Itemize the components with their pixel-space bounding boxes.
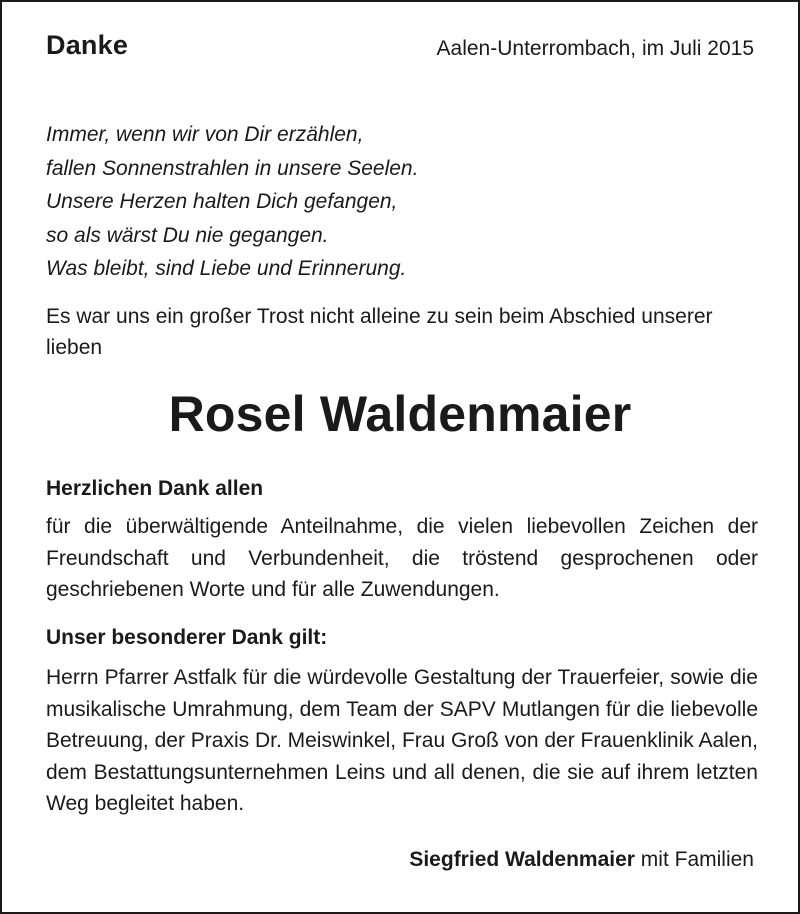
special-thanks-heading: Unser besonderer Dank gilt:: [46, 626, 328, 649]
poem-line: Unsere Herzen halten Dich gefangen,: [46, 190, 398, 214]
poem-line: Was bleibt, sind Liebe und Erinnerung.: [46, 257, 407, 281]
thanks-heading: Herzlichen Dank allen: [46, 477, 264, 500]
deceased-name: Rosel Waldenmaier: [168, 386, 632, 442]
header: [46, 30, 754, 66]
intro-text: Es war uns ein großer Trost nicht alleine zu sein beim Abschied unserer lieben: [46, 305, 713, 359]
thanks-text: für die überwältigende Anteilnahme, die vielen liebevollen Zeichen der Freundschaft und Verbundenheit, die tröstend gesprochenen oder geschriebenen Worte und für alle Zuwendungen.: [46, 515, 758, 601]
poem-line: Immer, wenn wir von Dir erzählen,: [46, 123, 364, 146]
signature-name: Siegfried Waldenmaier: [409, 848, 635, 871]
poem: [46, 118, 418, 286]
poem-line: fallen Sonnenstrahlen in unsere Seelen.: [46, 156, 419, 180]
place-date: Aalen-Unterrombach, im Juli 2015: [436, 37, 754, 60]
signature-suffix: mit Familien: [634, 848, 754, 871]
poem-line: so als wärst Du nie gegangen.: [46, 223, 329, 247]
special-thanks-text: Herrn Pfarrer Astfalk für die würdevolle Gestaltung der Trauerfeier, sowie die musikalische Umrahmung, dem Team der SAPV Mutlangen für die liebevolle Betreuung, der Praxis Dr. Meiswinkel, Frau Groß von der Frauenklinik Aalen, dem Bestattungsunternehmen Leins und all denen, die sie auf ihrem letzten Weg begleitet haben.: [46, 666, 758, 815]
page-title: Danke: [46, 30, 129, 60]
signature: [409, 848, 754, 872]
